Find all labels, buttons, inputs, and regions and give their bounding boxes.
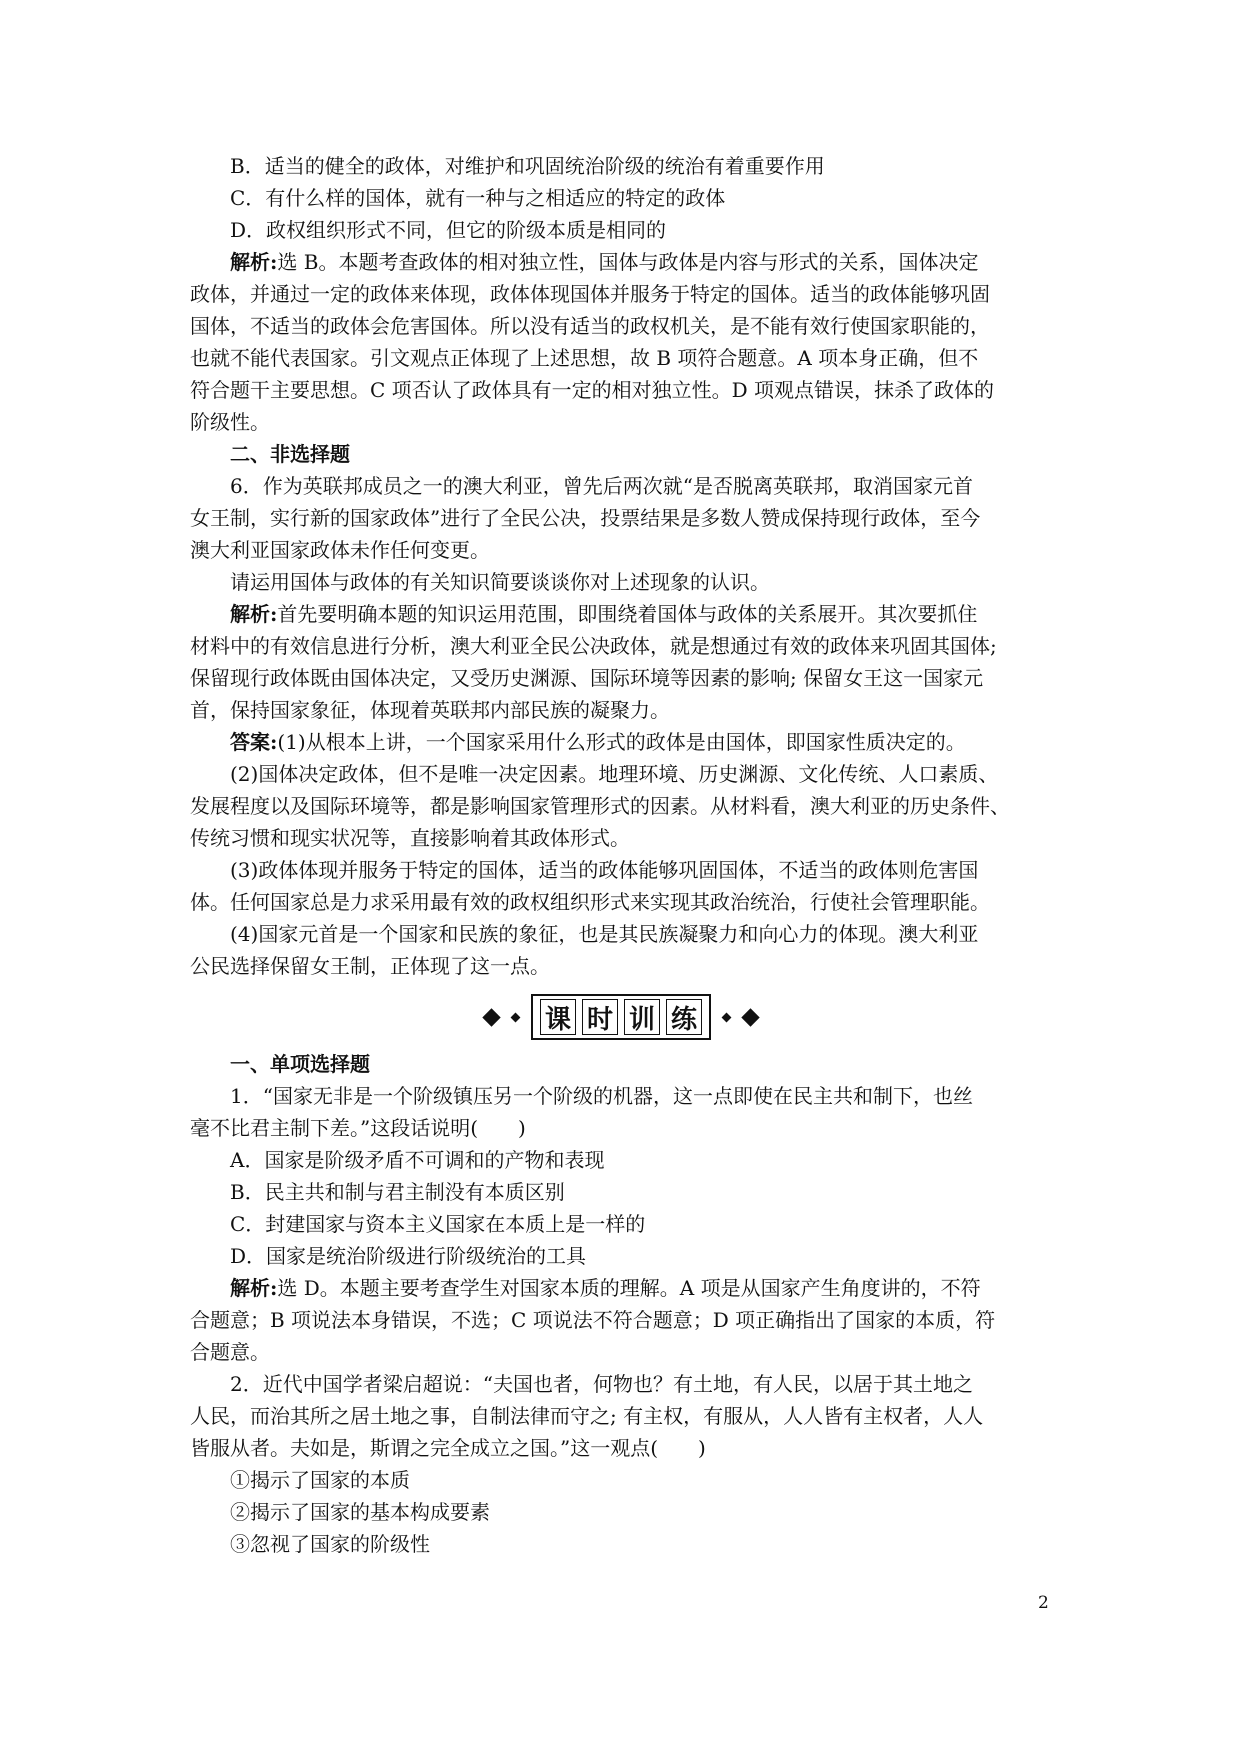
analysis-label: 解析: <box>230 1276 278 1300</box>
question-1-option: D．国家是统治阶级进行阶级统治的工具 <box>230 1244 587 1268</box>
option-c: C．有什么样的国体，就有一种与之相适应的特定的政体 <box>230 186 726 210</box>
question-1-line: 毫不比君主制下差。”这段话说明( ) <box>190 1116 526 1140</box>
analysis-line: 合题意；B 项说法本身错误，不选；C 项说法不符合题意；D 项正确指出了国家的本质，符 <box>190 1308 996 1332</box>
answer-line: (2)国体决定政体，但不是唯一决定因素。地理环境、历史渊源、文化传统、人口素质、 <box>230 762 999 786</box>
question-6-line: 澳大利亚国家政体未作任何变更。 <box>190 538 490 562</box>
analysis-line: 国体，不适当的政体会危害国体。所以没有适当的政权机关，是不能有效行使国家职能的， <box>190 314 990 338</box>
answer-text: (1)从根本上讲，一个国家采用什么形式的政体是由国体，即国家性质决定的。 <box>277 730 966 754</box>
question-2-line: 2．近代中国学者梁启超说：“夫国也者，何物也？有土地，有人民，以居于其土地之 <box>230 1372 973 1396</box>
answer-line: 体。任何国家总是力求采用最有效的政权组织形式来实现其政治统治，行使社会管理职能。 <box>190 890 990 914</box>
section-title-nonchoice: 二、非选择题 <box>230 442 350 466</box>
diamond-icon <box>722 1012 732 1022</box>
diamond-icon <box>511 1012 521 1022</box>
lesson-training-banner <box>190 990 1052 1044</box>
analysis-line: 首，保持国家象征，体现着英联邦内部民族的凝聚力。 <box>190 698 670 722</box>
question-6-prompt: 请运用国体与政体的有关知识简要谈谈你对上述现象的认识。 <box>230 570 770 594</box>
question-2-option: ①揭示了国家的本质 <box>230 1468 410 1492</box>
option-d: D．政权组织形式不同，但它的阶级本质是相同的 <box>230 218 667 242</box>
answer-line: 传统习惯和现实状况等，直接影响着其政体形式。 <box>190 826 630 850</box>
analysis-text: 首先要明确本题的知识运用范围，即围绕着国体与政体的关系展开。其次要抓住 <box>277 602 978 626</box>
answer-line: (4)国家元首是一个国家和民族的象征，也是其民族凝聚力和向心力的体现。澳大利亚 <box>230 922 979 946</box>
answer-label: 答案: <box>230 730 278 754</box>
analysis-label: 解析: <box>230 250 278 274</box>
diamond-icon <box>482 1008 500 1026</box>
analysis-line <box>190 246 1052 278</box>
question-1-option: C．封建国家与资本主义国家在本质上是一样的 <box>230 1212 646 1236</box>
document-page <box>190 150 1052 1560</box>
banner-char: 时 <box>582 999 618 1035</box>
analysis-line <box>190 1272 1052 1304</box>
analysis-line <box>190 598 1052 630</box>
analysis-line: 政体，并通过一定的政体来体现，政体体现国体并服务于特定的国体。适当的政体能够巩固 <box>190 282 990 306</box>
question-2-line: 皆服从者。夫如是，斯谓之完全成立之国。”这一观点( ) <box>190 1436 706 1460</box>
section-title-single-choice: 一、单项选择题 <box>230 1052 370 1076</box>
diamond-icon <box>741 1008 759 1026</box>
question-6-line: 女王制，实行新的国家政体”进行了全民公决，投票结果是多数人赞成保持现行政体，至今 <box>190 506 981 530</box>
page-number: 2 <box>1038 1593 1049 1613</box>
answer-line: 公民选择保留女王制，正体现了这一点。 <box>190 954 550 978</box>
analysis-text: 选 D。本题主要考查学生对国家本质的理解。A 项是从国家产生角度讲的，不符 <box>277 1276 981 1300</box>
banner-char: 练 <box>666 999 702 1035</box>
question-1-option: A．国家是阶级矛盾不可调和的产物和表现 <box>230 1148 605 1172</box>
question-6-line: 6．作为英联邦成员之一的澳大利亚，曾先后两次就“是否脱离英联邦，取消国家元首 <box>230 474 973 498</box>
analysis-label: 解析: <box>230 602 278 626</box>
question-2-line: 人民，而治其所之居土地之事，自制法律而守之; 有主权，有服从，人人皆有主权者，人人 <box>190 1404 984 1428</box>
answer-line <box>190 726 1052 758</box>
question-1-line: 1．“国家无非是一个阶级镇压另一个阶级的机器，这一点即使在民主共和制下，也丝 <box>230 1084 973 1108</box>
analysis-line: 保留现行政体既由国体决定，又受历史渊源、国际环境等因素的影响; 保留女王这一国家元 <box>190 666 984 690</box>
question-1-option: B．民主共和制与君主制没有本质区别 <box>230 1180 565 1204</box>
question-2-option: ②揭示了国家的基本构成要素 <box>230 1500 490 1524</box>
analysis-line: 合题意。 <box>190 1340 270 1364</box>
option-b: B．适当的健全的政体，对维护和巩固统治阶级的统治有着重要作用 <box>230 154 825 178</box>
analysis-line: 也就不能代表国家。引文观点正体现了上述思想，故 B 项符合题意。A 项本身正确，但不 <box>190 346 979 370</box>
analysis-line: 材料中的有效信息进行分析，澳大利亚全民公决政体，就是想通过有效的政体来巩固其国体; <box>190 634 997 658</box>
question-2-option: ③忽视了国家的阶级性 <box>230 1532 430 1556</box>
answer-line: (3)政体体现并服务于特定的国体，适当的政体能够巩固国体，不适当的政体则危害国 <box>230 858 979 882</box>
banner-title <box>531 994 711 1040</box>
banner-char: 训 <box>624 999 660 1035</box>
banner-char: 课 <box>540 999 576 1035</box>
analysis-line: 阶级性。 <box>190 410 270 434</box>
analysis-text: 选 B。本题考查政体的相对独立性，国体与政体是内容与形式的关系，国体决定 <box>277 250 979 274</box>
analysis-line: 符合题干主要思想。C 项否认了政体具有一定的相对独立性。D 项观点错误，抹杀了政体的 <box>190 378 995 402</box>
answer-line: 发展程度以及国际环境等，都是影响国家管理形式的因素。从材料看，澳大利亚的历史条件、 <box>190 794 1010 818</box>
